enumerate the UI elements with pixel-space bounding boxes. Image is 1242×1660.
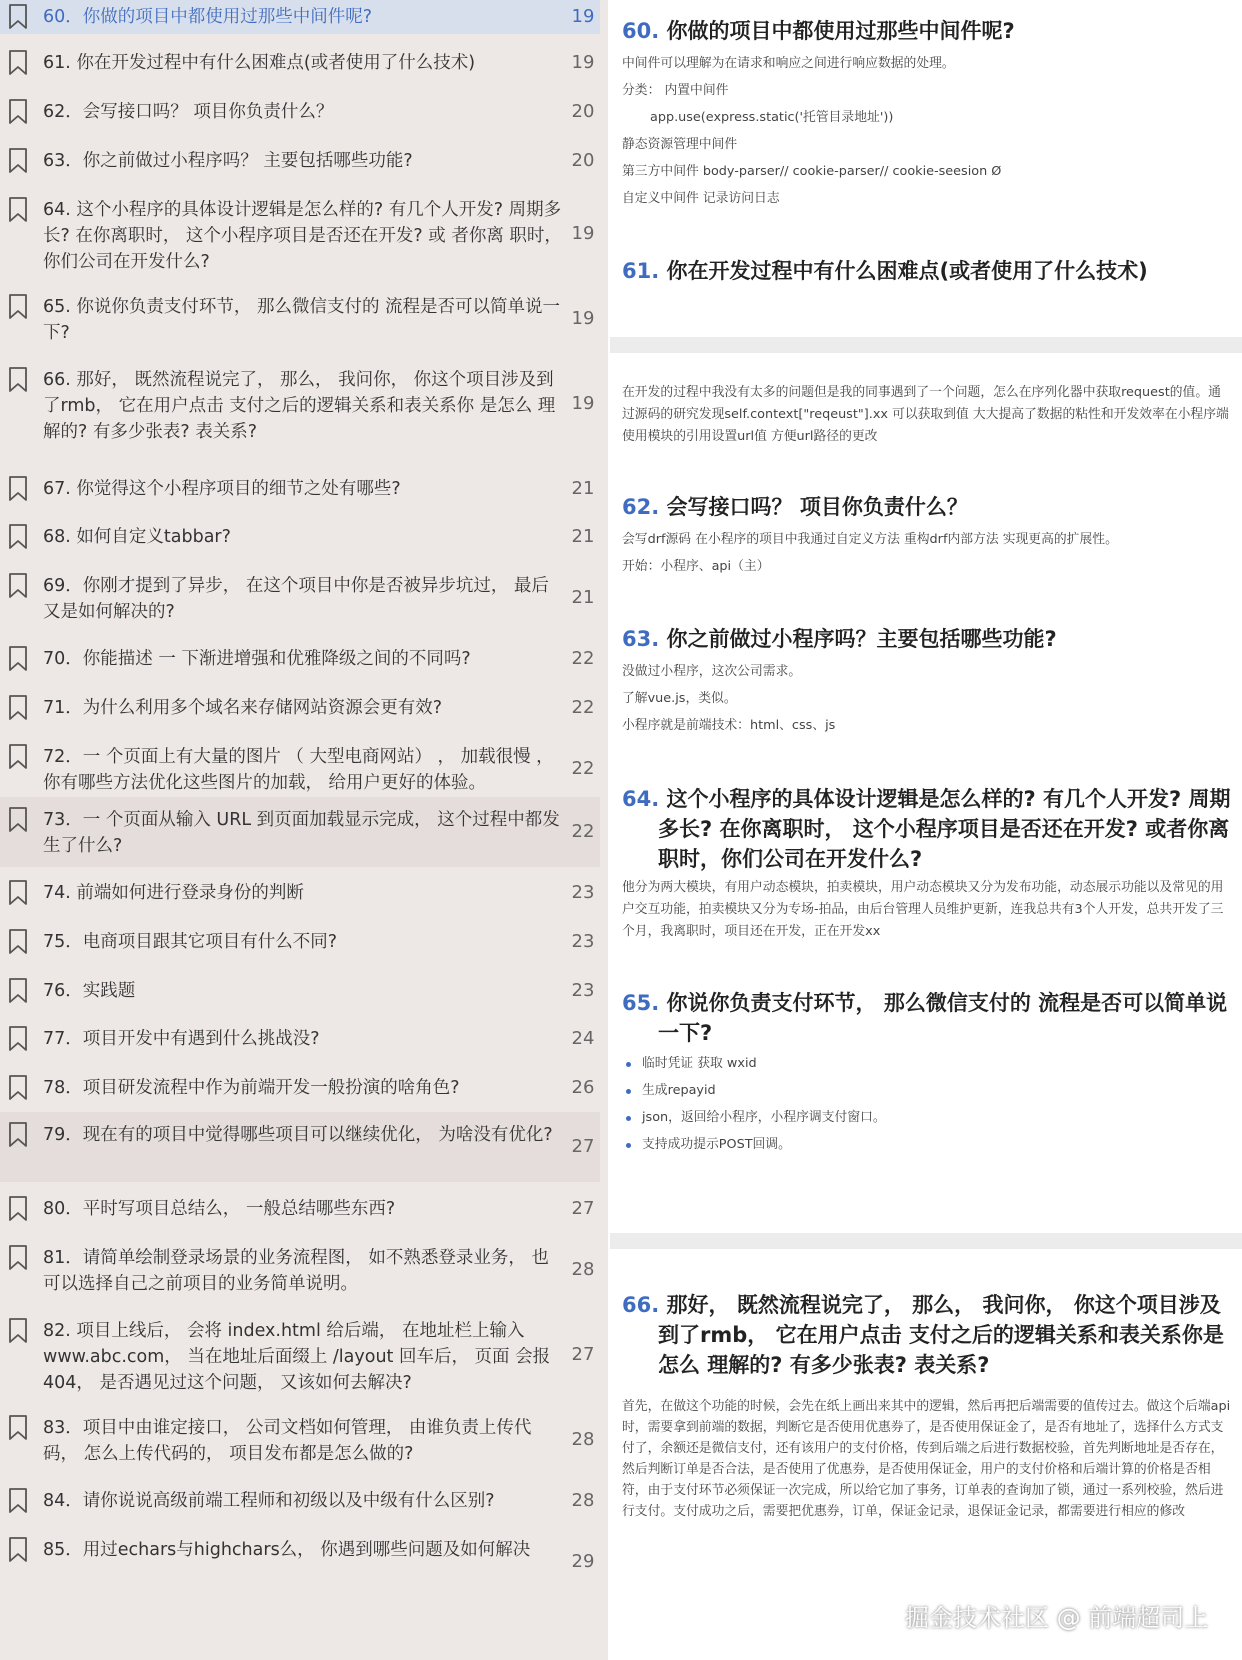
heading-q62: 62. 会写接口吗？ 项目你负责什么？ bbox=[622, 495, 968, 519]
toc-page-number: 21 bbox=[571, 526, 595, 547]
toc-item-label: 77．项目开发中有遇到什么挑战没? bbox=[43, 1029, 320, 1049]
table-of-contents bbox=[0, 0, 608, 1660]
bookmark-icon[interactable] bbox=[8, 294, 28, 320]
toc-item[interactable] bbox=[0, 284, 600, 357]
toc-page-number: 27 bbox=[571, 1198, 595, 1219]
toc-item-label: 83．项目中由谁定接口， 公司文档如何管理， 由谁负责上传代码， 怎么上传代码的， 项目发布都是怎么做的? bbox=[43, 1418, 532, 1464]
toc-page-number: 29 bbox=[571, 1551, 595, 1572]
list-item: 支持成功提示POST回调。 bbox=[628, 1134, 1228, 1156]
toc-item-label: 72．一 个页面上有大量的图片 （ 大型电商网站） ， 加载很慢 ，你有哪些方法优化这些图片的加载， 给用户更好的体验。 bbox=[43, 747, 554, 793]
bookmark-icon[interactable] bbox=[8, 573, 28, 599]
toc-page-number: 21 bbox=[571, 478, 595, 499]
toc-item-label: 74. 前端如何进行登录身份的判断 bbox=[43, 883, 304, 903]
bookmark-icon[interactable] bbox=[8, 367, 28, 393]
paragraph: 在开发的过程中我没有太多的问题但是我的同事遇到了一个问题，怎么在序列化器中获取request的值。通过源码的研究发现self.context["reqeust"].xx 可以获取到值 大大提高了数据的粘性和开发效率在小程序端 使用模块的引用设置url值 方便url路径的更改 bbox=[622, 385, 1229, 444]
toc-page-number: 23 bbox=[571, 882, 595, 903]
paragraph: 没做过小程序，这次公司需求。 bbox=[622, 664, 802, 679]
bookmark-icon[interactable] bbox=[8, 646, 28, 672]
toc-page-number: 22 bbox=[571, 697, 595, 718]
toc-item[interactable] bbox=[0, 563, 600, 636]
bookmark-icon[interactable] bbox=[8, 929, 28, 955]
toc-item[interactable] bbox=[0, 968, 600, 1017]
toc-page-number: 19 bbox=[571, 52, 595, 73]
toc-item[interactable] bbox=[0, 1527, 600, 1587]
paragraph: 自定义中间件 记录访问日志 bbox=[622, 191, 780, 206]
toc-page-number: 19 bbox=[571, 393, 595, 414]
toc-item[interactable] bbox=[0, 870, 600, 919]
page-gap bbox=[610, 1233, 1242, 1249]
toc-page-number: 27 bbox=[571, 1136, 595, 1157]
bookmark-icon[interactable] bbox=[8, 1415, 28, 1441]
paragraph: 了解vue.js，类似。 bbox=[622, 691, 737, 706]
bookmark-icon[interactable] bbox=[8, 695, 28, 721]
toc-item-label: 84．请你说说高级前端工程师和初级以及中级有什么区别? bbox=[43, 1491, 495, 1511]
paragraph: 首先，在做这个功能的时候，会先在纸上画出来其中的逻辑，然后再把后端需要的值传过去。做这个后端api时，需要拿到前端的数据，判断它是否使用优惠券了，是否使用保证金了，是否有地址了，选择什么方式支付了，余额还是微信支付，还有该用户的支付价格，传到后端之后进行数据校验，首先判断地址是否存在，然后判断订单是否合法，是否使用了优惠券，是否使用保证金，用户的支付价格和后端计算的价格是否相符，由于支付环节必须保证一次完成，所以给它加了事务，订单表的查询加了锁，通过一系列校验，然后进行支付。支付成功之后，需要把优惠券，订单，保证金记录，退保证金记录，都需要进行相应的修改 bbox=[622, 1399, 1231, 1519]
paragraph: 静态资源管理中间件 bbox=[622, 137, 738, 152]
toc-item-label: 64. 这个小程序的具体设计逻辑是怎么样的? 有几个人开发? 周期多长? 在你离职时， 这个小程序项目是否还在开发? 或 者你离 职时，你们公司在开发什么? bbox=[43, 200, 562, 272]
toc-page-number: 20 bbox=[571, 150, 595, 171]
list-item: 生成repayid bbox=[628, 1080, 1228, 1102]
bookmark-icon[interactable] bbox=[8, 4, 28, 30]
bookmark-icon[interactable] bbox=[8, 524, 28, 550]
toc-item-label: 62．会写接口吗？ 项目你负责什么？ bbox=[43, 102, 334, 122]
bookmark-icon[interactable] bbox=[8, 1075, 28, 1101]
paragraph: 小程序就是前端技术：html、css、js bbox=[622, 718, 836, 733]
toc-item-label: 76．实践题 bbox=[43, 981, 136, 1001]
toc-item[interactable] bbox=[0, 187, 600, 284]
toc-item[interactable] bbox=[0, 466, 600, 515]
document-page bbox=[610, 0, 1242, 1660]
toc-item-label: 82. 项目上线后， 会将 index.html 给后端， 在地址栏上输入 www.abc.com， 当在地址后面缀上 /layout 回车后， 页面 会报 404， 是否遇见过这个问题， 又该如何去解决? bbox=[43, 1321, 551, 1393]
paragraph: 会写drf源码 在小程序的项目中我通过自定义方法 重构drf内部方法 实现更高的扩展性。 bbox=[622, 532, 1118, 547]
toc-page-number: 22 bbox=[571, 821, 595, 842]
toc-item-label: 68. 如何自定义tabbar? bbox=[43, 527, 231, 547]
bookmark-icon[interactable] bbox=[8, 807, 28, 833]
bookmark-icon[interactable] bbox=[8, 1537, 28, 1563]
toc-item[interactable] bbox=[0, 1235, 600, 1308]
bookmark-icon[interactable] bbox=[8, 1488, 28, 1514]
toc-page-number: 23 bbox=[571, 980, 595, 1001]
toc-page-number: 22 bbox=[571, 648, 595, 669]
paragraph: 他分为两大模块，有用户动态模块，拍卖模块，用户动态模块又分为发布功能，动态展示功能以及常见的用户交互功能，拍卖模块又分为专场-拍品，由后台管理人员维护更新，连我总共有3个人开发，总共开发了三个月，我离职时，项目还在开发，正在开发xx bbox=[622, 880, 1224, 939]
list-item: 临时凭证 获取 wxid bbox=[628, 1053, 1228, 1075]
toc-item[interactable] bbox=[0, 40, 600, 89]
toc-item-label: 65. 你说你负责支付环节， 那么微信支付的 流程是否可以简单说一下? bbox=[43, 297, 561, 343]
toc-page-number: 21 bbox=[571, 587, 595, 608]
bookmark-icon[interactable] bbox=[8, 1122, 28, 1148]
toc-item-label: 73．一 个页面从输入 URL 到页面加载显示完成， 这个过程中都发生了什么? bbox=[43, 810, 560, 856]
bookmark-icon[interactable] bbox=[8, 1245, 28, 1271]
toc-item-label: 61. 你在开发过程中有什么困难点(或者使用了什么技术) bbox=[43, 53, 476, 73]
toc-item[interactable] bbox=[0, 797, 600, 867]
toc-page-number: 28 bbox=[571, 1490, 595, 1511]
toc-item-label: 70．你能描述 一 下渐进增强和优雅降级之间的不同吗? bbox=[43, 649, 471, 669]
toc-item[interactable] bbox=[0, 919, 600, 968]
toc-page-number: 27 bbox=[571, 1344, 595, 1365]
heading-q64: 64. 这个小程序的具体设计逻辑是怎么样的? 有几个人开发? 周期多长? 在你离职时， 这个小程序项目是否还在开发? 或者你离 职时，你们公司在开发什么? bbox=[622, 787, 1231, 871]
toc-item-label: 71．为什么利用多个域名来存储网站资源会更有效? bbox=[43, 698, 443, 718]
code-line: app.use(express.static('托管目录地址')) bbox=[650, 110, 894, 125]
heading-q61: 61. 你在开发过程中有什么困难点(或者使用了什么技术) bbox=[622, 259, 1148, 283]
toc-item[interactable] bbox=[0, 0, 600, 34]
toc-page-number: 22 bbox=[571, 758, 595, 779]
toc-item[interactable] bbox=[0, 1405, 600, 1478]
toc-item[interactable] bbox=[0, 1478, 600, 1527]
paragraph: 中间件可以理解为在请求和响应之间进行响应数据的处理。 bbox=[622, 56, 955, 71]
heading-q60: 60. 你做的项目中都使用过那些中间件呢? bbox=[622, 19, 1015, 43]
toc-item[interactable] bbox=[0, 1112, 600, 1182]
heading-q63: 63. 你之前做过小程序吗？主要包括哪些功能? bbox=[622, 627, 1057, 651]
heading-q66: 66. 那好， 既然流程说完了， 那么， 我问你， 你这个项目涉及到了rmb， 它在用户点击 支付之后的逻辑关系和表关系你是怎么 理解的? 有多少张表? 表关系? bbox=[622, 1293, 1224, 1377]
paragraph: 分类： 内置中间件 bbox=[622, 83, 729, 98]
toc-page-number: 28 bbox=[571, 1429, 595, 1450]
toc-item[interactable] bbox=[0, 636, 600, 685]
toc-item[interactable] bbox=[0, 138, 600, 187]
toc-item-label: 75．电商项目跟其它项目有什么不同? bbox=[43, 932, 338, 952]
bookmark-icon[interactable] bbox=[8, 1196, 28, 1222]
toc-item-label: 63．你之前做过小程序吗？ 主要包括哪些功能? bbox=[43, 151, 413, 171]
toc-item-label: 67. 你觉得这个小程序项目的细节之处有哪些? bbox=[43, 479, 401, 499]
heading-q65: 65. 你说你负责支付环节， 那么微信支付的 流程是否可以简单说一下? bbox=[622, 991, 1228, 1045]
bookmark-icon[interactable] bbox=[8, 978, 28, 1004]
toc-item[interactable] bbox=[0, 357, 600, 466]
toc-item[interactable] bbox=[0, 89, 600, 138]
bookmark-icon[interactable] bbox=[8, 744, 28, 770]
toc-page-number: 26 bbox=[571, 1077, 595, 1098]
toc-page-number: 20 bbox=[571, 101, 595, 122]
paragraph: 开始：小程序、api（主） bbox=[622, 559, 770, 574]
toc-page-number: 23 bbox=[571, 931, 595, 952]
bookmark-icon[interactable] bbox=[8, 148, 28, 174]
toc-item-label: 60．你做的项目中都使用过那些中间件呢? bbox=[43, 7, 373, 27]
toc-item-label: 66. 那好， 既然流程说完了， 那么， 我问你， 你这个项目涉及到了rmb， 它在用户点击 支付之后的逻辑关系和表关系你 是怎么 理解的? 有多少张表? 表关系? bbox=[43, 370, 556, 442]
toc-page-number: 28 bbox=[571, 1259, 595, 1280]
toc-item[interactable] bbox=[0, 1186, 600, 1235]
toc-item[interactable] bbox=[0, 1065, 600, 1114]
toc-page-number: 19 bbox=[571, 6, 595, 27]
toc-item-label: 79．现在有的项目中觉得哪些项目可以继续优化， 为啥没有优化? bbox=[43, 1125, 553, 1145]
toc-item-label: 69．你刚才提到了异步， 在这个项目中你是否被异步坑过， 最后又是如何解决的? bbox=[43, 576, 549, 622]
toc-page-number: 24 bbox=[571, 1028, 595, 1049]
list-item: json，返回给小程序，小程序调支付窗口。 bbox=[628, 1107, 1228, 1129]
bookmark-icon[interactable] bbox=[8, 50, 28, 76]
bookmark-icon[interactable] bbox=[8, 880, 28, 906]
toc-item[interactable] bbox=[0, 685, 600, 734]
toc-page-number: 19 bbox=[571, 223, 595, 244]
bookmark-icon[interactable] bbox=[8, 197, 28, 223]
bookmark-icon[interactable] bbox=[8, 1026, 28, 1052]
bookmark-icon[interactable] bbox=[8, 476, 28, 502]
toc-item[interactable] bbox=[0, 1308, 600, 1393]
toc-item[interactable] bbox=[0, 514, 600, 563]
toc-item-label: 81．请简单绘制登录场景的业务流程图， 如不熟悉登录业务， 也可以选择自己之前项目的业务简单说明。 bbox=[43, 1248, 549, 1294]
toc-item-label: 78．项目研发流程中作为前端开发一般扮演的啥角色? bbox=[43, 1078, 460, 1098]
toc-item-label: 80．平时写项目总结么， 一般总结哪些东西? bbox=[43, 1199, 396, 1219]
bookmark-icon[interactable] bbox=[8, 99, 28, 125]
page-gap bbox=[610, 337, 1242, 353]
paragraph: 第三方中间件 body-parser// cookie-parser// cookie-seesion Ø bbox=[622, 164, 1002, 179]
toc-item-label: 85．用过echars与highchars么， 你遇到哪些问题及如何解决 bbox=[43, 1540, 531, 1560]
watermark: 掘金技术社区 @ 前端超司上 bbox=[905, 1604, 1209, 1632]
toc-page-number: 19 bbox=[571, 308, 595, 329]
bookmark-icon[interactable] bbox=[8, 1318, 28, 1344]
toc-item[interactable] bbox=[0, 1016, 600, 1065]
